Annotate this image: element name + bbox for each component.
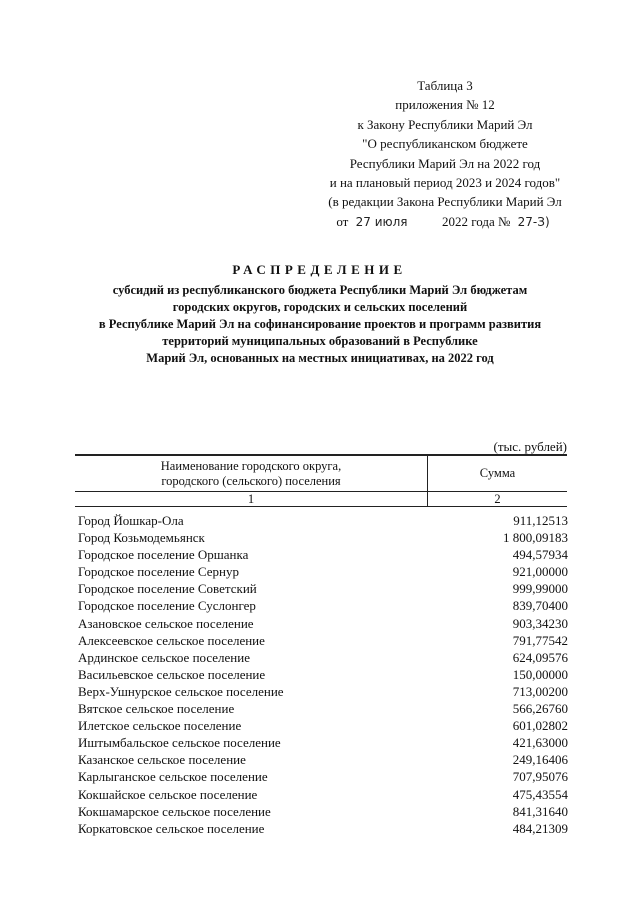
annex-line: (в редакции Закона Республики Марий Эл [328,194,562,210]
row-amount: 903,34230 [512,615,568,631]
row-amount: 475,43554 [512,786,568,802]
header-name-cell [75,455,428,492]
date-year: 2022 года № [441,213,511,229]
row-name: Илетское сельское поселение [78,718,242,734]
table-row [78,615,568,632]
date-day-handwritten: 27 июля [355,214,408,229]
table-row [78,546,568,563]
table-row [78,803,568,820]
header-name-line: Наименование городского округа, [160,458,342,473]
row-amount: 791,77542 [512,632,568,648]
annex-line: Республики Марий Эл на 2022 год [349,155,541,171]
annex-line: и на плановый период 2023 и 2024 годов" [329,175,561,191]
annex-line: к Закону Республики Марий Эл [357,116,533,132]
table-row [78,632,568,649]
header-sum-cell: Сумма [428,455,568,492]
row-amount: 911,12513 [513,513,568,528]
subtitle-line: территорий муниципальных образований в Республике [162,334,478,348]
table-row [78,666,568,683]
row-amount: 494,57934 [512,547,568,563]
table-row [78,683,568,700]
row-name: Вятское сельское поселение [78,701,235,717]
table-row [78,751,568,768]
subtitle-line: городских округов, городских и сельских поселений [172,300,468,314]
table-body [78,512,568,837]
row-amount: 713,00200 [512,683,568,699]
column-number-2: 2 [428,492,568,507]
subtitle-line: Марий Эл, основанных на местных инициативах, на 2022 год [146,351,494,365]
row-amount: 601,02802 [512,718,568,734]
row-name: Город Козьмодемьянск [78,530,205,546]
row-amount: 841,31640 [512,803,568,819]
row-name: Городское поселение Суслонгер [78,598,256,614]
table-row [78,529,568,546]
row-name: Коркатовское сельское поселение [78,820,265,836]
document-title: РАСПРЕДЕЛЕНИЕ [232,262,407,277]
table-row [78,563,568,580]
table-row [78,597,568,614]
table-row [78,580,568,597]
row-name: Казанское сельское поселение [78,752,246,768]
row-amount: 1 800,09183 [503,530,568,546]
table-row [78,700,568,717]
annex-line: Таблица 3 [417,78,473,93]
table-row [78,649,568,666]
row-amount: 624,09576 [512,649,568,665]
subtitle-line: субсидий из республиканского бюджета Республики Марий Эл бюджетам [112,283,528,297]
annex-date-line [300,212,590,232]
annex-line: "О республиканском бюджете [362,136,528,152]
row-amount: 921,00000 [512,564,568,580]
row-amount: 249,16406 [512,752,568,768]
law-number-handwritten: 27-З) [517,214,550,229]
row-name: Городское поселение Советский [78,581,257,597]
row-name: Верх-Ушнурское сельское поселение [78,683,284,699]
row-amount: 421,63000 [512,735,568,751]
table-row [78,786,568,803]
row-name: Иштымбальское сельское поселение [78,735,281,751]
table-row [78,512,568,529]
annex-line: приложения № 12 [395,97,495,113]
row-amount: 566,26760 [512,701,568,717]
row-name: Кокшамарское сельское поселение [78,803,271,819]
row-name: Город Йошкар-Ола [78,513,184,528]
subtitle-line: в Республике Марий Эл на софинансирование проектов и программ развития [98,317,542,331]
row-name: Васильевское сельское поселение [78,666,266,682]
table-row [78,820,568,837]
row-amount: 484,21309 [512,820,568,836]
table-header [75,454,567,507]
row-name: Азановское сельское поселение [78,615,254,631]
row-amount: 707,95076 [512,769,568,785]
column-number-1: 1 [75,492,428,507]
row-amount: 150,00000 [512,666,568,682]
date-prefix: от [336,213,349,229]
row-amount: 999,99000 [512,581,568,597]
table-row [78,717,568,734]
row-name: Городское поселение Сернур [78,564,239,580]
row-name: Городское поселение Оршанка [78,547,249,563]
document-subtitle [60,282,580,367]
row-name: Алексеевское сельское поселение [78,632,265,648]
row-name: Кокшайское сельское поселение [78,786,258,802]
annex-reference [300,76,590,232]
row-amount: 839,70400 [512,598,568,614]
row-name: Ардинское сельское поселение [78,649,250,665]
table-row [78,734,568,751]
units-label: (тыс. рублей) [493,439,567,454]
header-name-line: городского (сельского) поселения [161,473,341,488]
table-row [78,768,568,785]
row-name: Карлыганское сельское поселение [78,769,268,785]
